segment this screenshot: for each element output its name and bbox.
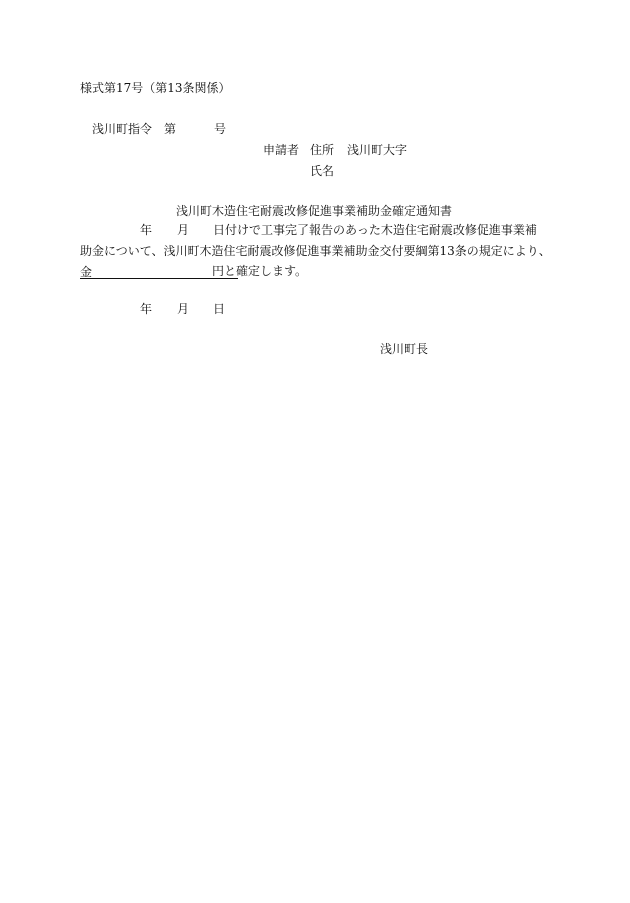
- body-line2: 助金について、浅川町木造住宅耐震改修促進事業補助金交付要綱第13条の規定により、: [80, 244, 551, 258]
- applicant-role: 申請者: [263, 143, 300, 157]
- document-title: 浅川町木造住宅耐震改修促進事業補助金確定通知書: [176, 204, 453, 218]
- form-label: 様式第17号（第13条関係）: [80, 81, 231, 95]
- doc-number-go: 号: [214, 122, 227, 136]
- date-year: 年: [140, 302, 153, 316]
- body-month: 月: [177, 223, 190, 237]
- body-year: 年: [140, 223, 153, 237]
- applicant-name-label: 氏名: [310, 164, 335, 178]
- applicant-address-label: 住所: [310, 143, 335, 157]
- doc-number-prefix: 浅川町指令: [92, 122, 153, 136]
- amount-blank: [80, 264, 226, 279]
- kin-label: 金: [80, 265, 93, 279]
- body-line1: 日付けで工事完了報告のあった木造住宅耐震改修促進事業補: [213, 223, 537, 237]
- signer: 浅川町長: [380, 342, 429, 356]
- applicant-address-value: 浅川町大字: [347, 143, 408, 157]
- yen-confirm-text: 円と確定します。: [212, 264, 308, 278]
- date-month: 月: [177, 302, 190, 316]
- doc-number-dai: 第: [164, 122, 177, 136]
- date-day: 日: [213, 302, 226, 316]
